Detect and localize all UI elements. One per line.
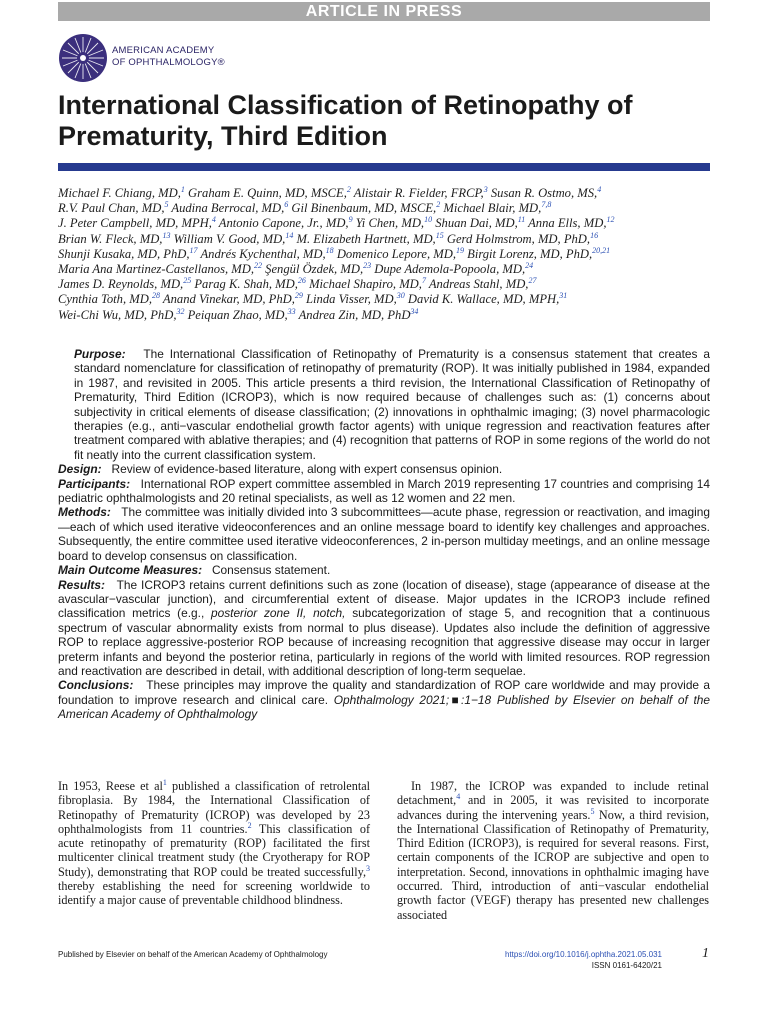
- author-name: Anna Ells, MD,: [525, 216, 607, 231]
- conclusions-text: These principles may improve the quality and standardization of ROP care worldwide and may provide a foundation to improve research and clinical care.: [58, 678, 710, 707]
- affiliation-link[interactable]: 4: [211, 215, 216, 225]
- author-name: Dupe Ademola-Popoola, MD,: [371, 262, 526, 277]
- affiliation-link[interactable]: 18: [325, 245, 334, 255]
- affiliation-link[interactable]: 14: [285, 230, 294, 240]
- author-name: Wei-Chi Wu, MD, PhD,: [58, 307, 177, 322]
- article-in-press-banner: ARTICLE IN PRESS: [58, 2, 710, 21]
- body-column-left: [58, 779, 370, 908]
- author-name: Gil Binenbaum, MD, MSCE,: [288, 201, 437, 216]
- author-name: Gerd Holmstrom, MD, PhD,: [443, 231, 591, 246]
- author-name: Peiquan Zhao, MD,: [184, 307, 288, 322]
- results-text-b: subcategorization of stage 5, and recognition that a continuous spectrum of vascular abnormality exists from normal to plus disease). Updates also include the definition of aggressive ROP to replace aggressive-posterior ROP because of increasing recognition that aggressive disease may occur in larger preterm infants and beyond the posterior retina, particularly in regions of the world with limited resources. ROP regression and reactivation are described in detail, with additional description of long-term sequelae.: [58, 606, 710, 678]
- reference-link[interactable]: 5: [590, 806, 595, 816]
- author-name: Andrés Kychenthal, MD,: [197, 246, 326, 261]
- affiliation-link[interactable]: 20,21: [592, 245, 611, 255]
- author-name: Michael F. Chiang, MD,: [58, 186, 181, 200]
- author-name: Domenico Lepore, MD,: [333, 246, 456, 261]
- author-name: Antonio Capone, Jr., MD,: [215, 216, 349, 231]
- author-line: [58, 247, 710, 262]
- participants-label: Participants:: [58, 476, 131, 491]
- body-text: and in 2005, it was revisited to incorporate advances during the intervening years.: [397, 793, 709, 822]
- affiliation-link[interactable]: 13: [162, 230, 171, 240]
- article-title: International Classification of Retinopathy of Prematurity, Third Edition: [58, 90, 633, 151]
- author-name: Shunji Kusaka, MD, PhD,: [58, 246, 190, 261]
- doi-link[interactable]: https://doi.org/10.1016/j.ophtha.2021.05.031: [504, 950, 662, 959]
- author-name: Şengül Özdek, MD,: [262, 262, 364, 277]
- author-name: Yi Chen, MD,: [352, 216, 425, 231]
- footer-issn: ISSN 0161-6420/21: [591, 961, 662, 970]
- author-name: J. Peter Campbell, MD, MPH,: [58, 216, 212, 231]
- affiliation-link[interactable]: 5: [164, 200, 169, 210]
- affiliation-link[interactable]: 24: [525, 260, 534, 270]
- organization-name: [112, 45, 225, 69]
- author-name: Graham E. Quinn, MD, MSCE,: [184, 186, 347, 200]
- body-text: In 1987, the ICROP was expanded to include retinal detachment,: [397, 779, 709, 808]
- reference-link[interactable]: 1: [162, 777, 167, 787]
- affiliation-link[interactable]: 3: [483, 184, 488, 194]
- author-name: Michael Shapiro, MD,: [305, 277, 422, 292]
- conclusions-label: Conclusions:: [58, 678, 134, 693]
- author-line: [58, 216, 710, 231]
- author-name: Anand Vinekar, MD, PhD,: [160, 292, 295, 307]
- author-name: Cynthia Toth, MD,: [58, 292, 152, 307]
- body-paragraph: [58, 779, 370, 908]
- abstract-outcome: [58, 563, 710, 577]
- body-text: published a classification of retrolental fibroplasia. By 1984, the International Classification of Retinopathy of Prematurity (ICROP) was developed by 23 ophthalmologists from 11 countries.: [58, 779, 370, 836]
- author-line: [58, 201, 710, 216]
- author-name: M. Elizabeth Hartnett, MD,: [293, 231, 436, 246]
- abstract-results: [58, 578, 710, 679]
- participants-text: International ROP expert committee assembled in March 2019 representing 17 countries and comprising 14 pediatric ophthalmologists and 20 retinal specialists, as well as 12 women and 22 men.: [58, 476, 710, 506]
- author-name: Andreas Stahl, MD,: [425, 277, 529, 292]
- design-text: Review of evidence-based literature, along with expert consensus opinion.: [111, 462, 503, 477]
- affiliation-link[interactable]: 30: [396, 291, 405, 301]
- author-name: Brian W. Fleck, MD,: [58, 231, 163, 246]
- author-name: Andrea Zin, MD, PhD: [295, 307, 411, 322]
- methods-text: The committee was initially divided into 3 subcommittees—acute phase, regression or reactivation, and imaging—each of which used iterative videoconferences and an online message board to identify key challenges and approaches. Subsequently, the entire committee used iterative videoconferences, 2 in-person multiday meetings, and an online message board to develop consensus on classification.: [58, 505, 710, 563]
- author-name: James D. Reynolds, MD,: [58, 277, 184, 292]
- affiliation-link[interactable]: 23: [363, 260, 372, 270]
- author-name: Birgit Lorenz, MD, PhD,: [463, 246, 593, 261]
- affiliation-link[interactable]: 4: [597, 184, 602, 194]
- page-number: 1: [702, 946, 709, 961]
- abstract-design: [58, 462, 710, 476]
- affiliation-link[interactable]: 15: [435, 230, 444, 240]
- affiliation-link[interactable]: 7: [421, 276, 426, 286]
- affiliation-link[interactable]: 32: [176, 306, 185, 316]
- outcome-text: Consensus statement.: [211, 563, 331, 578]
- author-name: Susan R. Ostmo, MS,: [487, 186, 598, 200]
- body-text: Now, a third revision, the International Classification of Retinopathy of Prematurity, Third Edition (ICROP3), is required for several reasons. First, certain components of the ICROP are subjective and open to interpretation. Second, innovations in ophthalmic imaging have occurred. Third, introduction of anti−vascular endothelial growth factor (VEGF) therapy has presented new challenges associated: [397, 807, 709, 922]
- purpose-label: Purpose:: [74, 347, 126, 361]
- affiliation-link[interactable]: 33: [287, 306, 296, 316]
- reference-link[interactable]: 2: [247, 820, 252, 830]
- author-line: [58, 292, 710, 307]
- affiliation-link[interactable]: 29: [294, 291, 303, 301]
- author-name: Audina Berrocal, MD,: [168, 201, 285, 216]
- author-line: [58, 308, 710, 323]
- author-line: [58, 262, 710, 277]
- affiliation-link[interactable]: 34: [410, 306, 419, 316]
- abstract-conclusions: [58, 678, 710, 721]
- author-name: R.V. Paul Chan, MD,: [58, 201, 165, 216]
- footer-publisher: Published by Elsevier on behalf of the American Academy of Ophthalmology: [58, 950, 328, 959]
- results-label: Results:: [58, 577, 105, 592]
- body-text: In 1953, Reese et al: [58, 779, 163, 793]
- abstract: [58, 347, 710, 722]
- affiliation-link[interactable]: 2: [346, 184, 351, 194]
- affiliation-link[interactable]: 28: [152, 291, 160, 301]
- affiliation-link[interactable]: 6: [284, 200, 289, 210]
- author-name: Parag K. Shah, MD,: [191, 277, 298, 292]
- reference-link[interactable]: 4: [456, 792, 461, 802]
- author-name: Maria Ana Martinez-Castellanos, MD,: [58, 262, 255, 277]
- author-line: [58, 232, 710, 247]
- results-text-a: The ICROP3 retains current definitions such as zone (location of disease), stage (appearance of disease at the avascular−vascular junction), and circumferential extent of disease. Major updates in the ICROP3 include refined classification metrics (e.g.,: [58, 577, 710, 621]
- affiliation-link[interactable]: 27: [528, 276, 537, 286]
- author-line: [58, 277, 710, 292]
- author-name: Michael Blair, MD,: [440, 201, 542, 216]
- affiliation-link[interactable]: 16: [590, 230, 599, 240]
- affiliation-link[interactable]: 22: [254, 260, 263, 270]
- affiliation-link[interactable]: 17: [189, 245, 198, 255]
- affiliation-link[interactable]: 2: [436, 200, 441, 210]
- body-column-right: [397, 779, 709, 922]
- affiliation-link[interactable]: 26: [297, 276, 306, 286]
- affiliation-link[interactable]: 9: [348, 215, 353, 225]
- affiliation-link[interactable]: 1: [180, 184, 185, 194]
- affiliation-link[interactable]: 19: [455, 245, 464, 255]
- author-name: Alistair R. Fielder, FRCP,: [350, 186, 484, 200]
- author-name: Shuan Dai, MD,: [432, 216, 518, 231]
- outcome-label: Main Outcome Measures:: [58, 563, 203, 578]
- abstract-methods: [58, 505, 710, 563]
- body-text: thereby establishing the need for screening worldwide to identify a major cause of preventable childhood blindness.: [58, 879, 370, 908]
- aao-logo-icon: [58, 33, 108, 83]
- design-label: Design:: [58, 462, 102, 477]
- citation-text: Ophthalmology 2021;■:1−18 Published by Elsevier on behalf of the American Academy of Ophthalmology: [58, 692, 711, 722]
- abstract-participants: [58, 477, 710, 506]
- affiliation-link[interactable]: 10: [424, 215, 433, 225]
- author-name: William V. Good, MD,: [170, 231, 286, 246]
- org-line-1: AMERICAN ACADEMY: [112, 45, 215, 56]
- affiliation-link[interactable]: 7,8: [541, 200, 552, 210]
- reference-link[interactable]: 3: [366, 863, 370, 873]
- purpose-text: The International Classification of Retinopathy of Prematurity is a consensus statement that creates a standard nomenclature for classification of retinopathy of prematurity (ROP). It was initially published in 1984, expanded in 1987, and revisited in 2005. This article presents a third revision, the International Classification of Retinopathy of Prematurity, Third Edition (ICROP3), which is now required because of challenges such as: (1) concerns about subjectivity in critical elements of disease classification; (2) innovations in ophthalmic imaging; (3) novel pharmacologic therapies (e.g., anti−vascular endothelial growth factor agents) with unique regression and reactivation features after treatment compared with ablative therapies; and (4) recognition that patterns of ROP in some regions of the world do not fit neatly into the current classification system.: [74, 347, 710, 462]
- body-text: This classification of acute retinopathy of prematurity (ROP) facilitated the first multicenter clinical treatment study (the Cryotherapy for ROP Study), demonstrating that ROP could be treated successfully,: [58, 821, 371, 879]
- author-name: Linda Visser, MD,: [302, 292, 397, 307]
- abstract-purpose: [58, 347, 710, 462]
- results-italic: posterior zone II, notch,: [210, 606, 346, 621]
- methods-label: Methods:: [58, 505, 111, 520]
- body-paragraph: [397, 779, 709, 922]
- author-name: David K. Wallace, MD, MPH,: [404, 292, 560, 307]
- affiliation-link[interactable]: 12: [606, 215, 615, 225]
- affiliation-link[interactable]: 11: [517, 215, 526, 225]
- org-line-2: OF OPHTHALMOLOGY®: [112, 57, 225, 68]
- affiliation-link[interactable]: 31: [559, 291, 568, 301]
- author-list: [58, 186, 710, 323]
- affiliation-link[interactable]: 25: [183, 276, 192, 286]
- author-line: [58, 186, 710, 201]
- title-divider: [58, 163, 710, 171]
